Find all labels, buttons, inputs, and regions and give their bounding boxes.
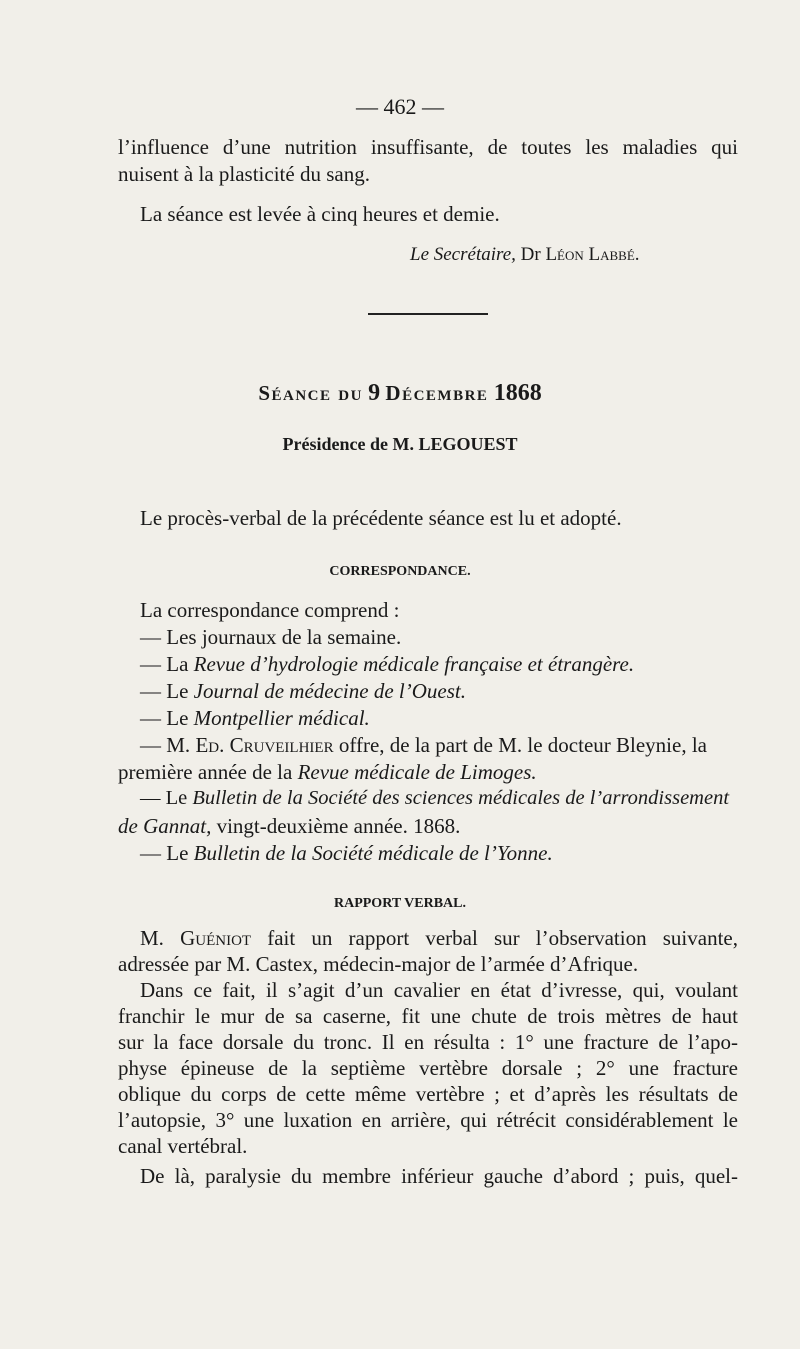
item-prefix: — Le xyxy=(140,787,193,809)
intro-line-2: nuisent à la plasticité du sang. xyxy=(118,162,370,186)
item-title: Montpellier médical. xyxy=(193,706,370,730)
item-title: Bulletin de la Société des sciences médicales de l’arrondissement xyxy=(192,787,730,809)
correspondence-item xyxy=(140,625,401,650)
rapport-line xyxy=(140,926,738,951)
item-prefix: — Le xyxy=(140,706,194,730)
rapport-line: oblique du corps de cette même vertèbre ; et d’après les résultats de xyxy=(118,1082,738,1106)
gannat-line-2 xyxy=(118,814,460,839)
cruveilhier-line-2 xyxy=(118,760,537,785)
correspondence-item xyxy=(140,679,466,704)
gannat-line-1 xyxy=(140,787,729,810)
item-title: Journal de médecine de l’Ouest. xyxy=(193,679,466,703)
correspondence-heading: CORRESPONDANCE. xyxy=(329,564,471,579)
rapport-line: sur la face dorsale du tronc. Il en résulta : 1° une fracture de l’apo- xyxy=(118,1030,738,1054)
rapport-line: franchir le mur de sa caserne, fit une chute de trois mètres de haut xyxy=(118,1004,738,1028)
item-prefix: — La xyxy=(140,652,194,676)
rapport-line: De là, paralysie du membre inférieur gauche d’abord ; puis, quel- xyxy=(140,1164,738,1188)
correspondence-item xyxy=(140,706,370,731)
item-prefix: — Le xyxy=(140,679,194,703)
person-name: Ed. Cruveilhier xyxy=(195,733,334,757)
signature-name: Léon Labbé. xyxy=(545,244,640,265)
item-text: offre, de la part de M. le docteur Bleynie, la xyxy=(333,733,707,757)
minutes-line: Le procès-verbal de la précédente séance est lu et adopté. xyxy=(140,506,622,530)
rapport-line: physe épineuse de la septième vertèbre dorsale ; 2° une fracture xyxy=(118,1056,738,1080)
item-text: — Les journaux de la semaine. xyxy=(140,625,402,649)
item-text: vingt-deuxième année. 1868. xyxy=(211,814,461,838)
item-title: Revue d’hydrologie médicale française et étrangère. xyxy=(193,652,635,676)
rapport-line: canal vertébral. xyxy=(118,1134,248,1158)
line-prefix: M. xyxy=(140,926,181,950)
signature-title: Dr xyxy=(520,244,541,265)
correspondence-intro: La correspondance comprend : xyxy=(140,598,400,622)
line-text: fait un rapport verbal sur l’observation suivante, xyxy=(251,926,738,950)
page-number: — 462 — xyxy=(356,94,444,119)
session-year: 1868 xyxy=(493,380,542,406)
signature-role: Le Secrétaire, xyxy=(410,244,516,265)
session-month: Décembre xyxy=(385,381,489,405)
cruveilhier-line-1 xyxy=(140,733,738,758)
rapport-line: adressée par M. Castex, médecin-major de l’armée d’Afrique. xyxy=(118,952,639,976)
session-day: 9 xyxy=(368,380,381,406)
item-prefix: première année de la xyxy=(118,760,298,784)
correspondence-item xyxy=(140,652,634,677)
yonne-line xyxy=(140,841,553,866)
presidency: Présidence de M. LEGOUEST xyxy=(282,434,518,454)
session-heading xyxy=(0,380,800,407)
rapport-line: Dans ce fait, il s’agit d’un cavalier en état d’ivresse, qui, voulant xyxy=(140,978,738,1002)
item-title: de Gannat, xyxy=(118,814,212,838)
item-prefix: — Le xyxy=(140,841,194,865)
session-prefix: Séance du xyxy=(258,381,363,405)
item-title: Bulletin de la Société médicale de l’Yonne. xyxy=(193,841,553,865)
rapport-line: l’autopsie, 3° une luxation en arrière, qui rétrécit considérablement le xyxy=(118,1108,738,1132)
rapport-heading: RAPPORT VERBAL. xyxy=(333,896,466,911)
section-divider xyxy=(368,313,488,315)
item-title: Revue médicale de Limoges. xyxy=(297,760,537,784)
signature xyxy=(410,244,640,266)
intro-line-1: l’influence d’une nutrition insuffisante, de toutes les maladies qui xyxy=(118,135,738,159)
item-prefix: — M. xyxy=(140,733,196,757)
closing-line: La séance est levée à cinq heures et demie. xyxy=(140,202,500,226)
person-name: Guéniot xyxy=(180,926,252,950)
